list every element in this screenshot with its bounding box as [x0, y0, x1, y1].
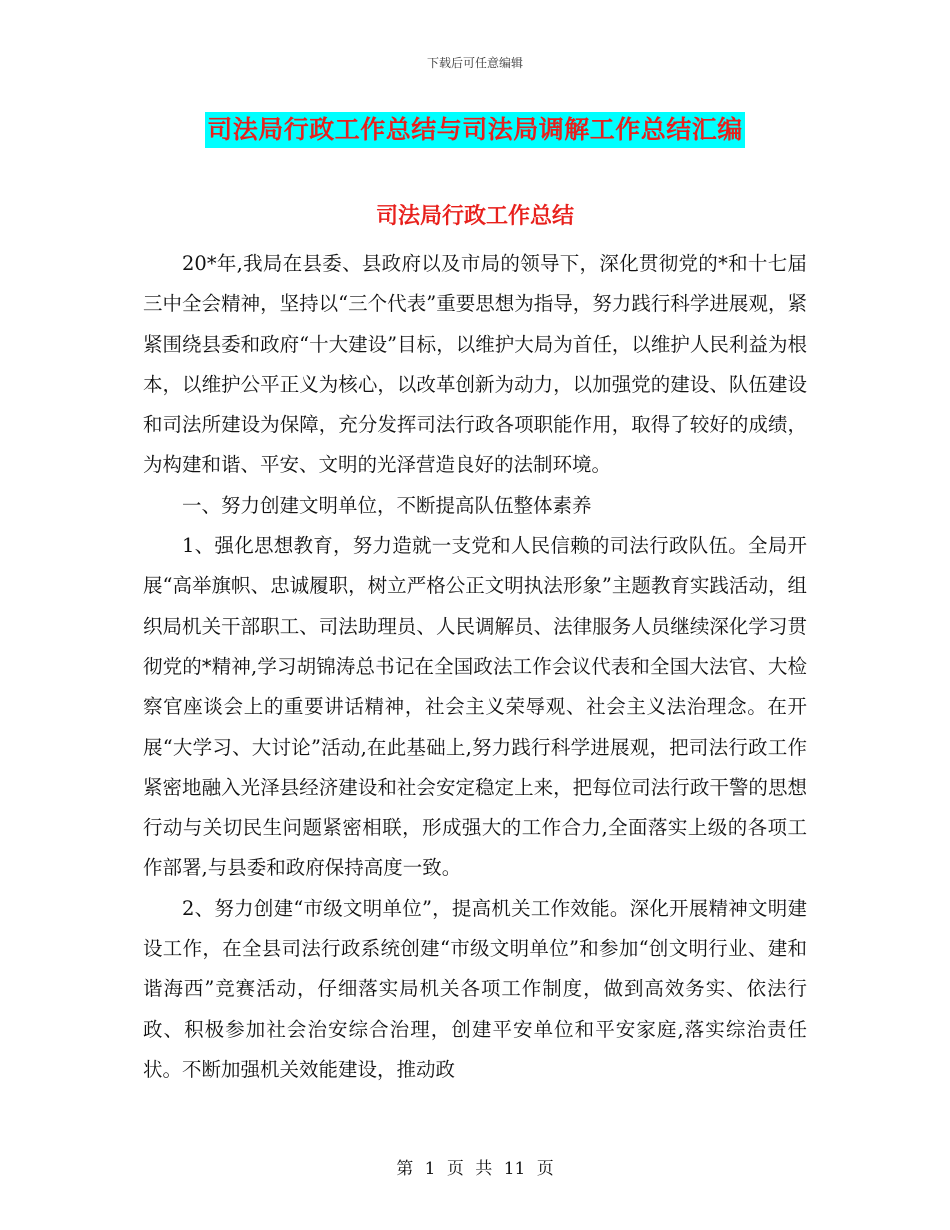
paragraph-item-1: 1、强化思想教育，努力造就一支党和人民信赖的司法行政队伍。全局开展“高举旗帜、忠诚履职，树立严格公正文明执法形象”主题教育实践活动，组织局机关干部职工、司法助理员、人民调解员、法律服务人员继续深化学习贯彻党的*精神,学习胡锦涛总书记在全国政法工作会议代表和全国大法官、大检察官座谈会上的重要讲话精神，社会主义荣辱观、社会主义法治理念。在开展“大学习、大讨论”活动,在此基础上,努力践行科学进展观，把司法行政工作紧密地融入光泽县经济建设和社会安定稳定上来，把每位司法行政干警的思想行动与关切民生问题紧密相联，形成强大的工作合力,全面落实上级的各项工作部署,与县委和政府保持高度一致。: [143, 534, 807, 880]
paragraph-intro: 20*年,我局在县委、县政府以及市局的领导下，深化贯彻党的*和十七届三中全会精神，坚持以“三个代表”重要思想为指导，努力践行科学进展观，紧紧围绕县委和政府“十大建设”目标，以维护大局为首任，以维护人民利益为根本，以维护公平正义为核心，以改革创新为动力，以加强党的建设、队伍建设和司法所建设为保障，充分发挥司法行政各项职能作用，取得了较好的成绩，为构建和谐、平安、文明的光泽营造良好的法制环境。: [143, 252, 807, 477]
document-title-container: [0, 112, 950, 148]
document-body: [143, 244, 807, 1090]
page-footer: 第 1 页 共 11 页: [396, 1159, 554, 1179]
document-title: 司法局行政工作总结与司法局调解工作总结汇编: [205, 112, 745, 148]
paragraph-item-2: 2、努力创建“市级文明单位”，提高机关工作效能。深化开展精神文明建设工作，在全县司法行政系统创建“市级文明单位”和参加“创文明行业、建和谐海西”竞赛活动，仔细落实局机关各项工作制度，做到高效务实、依法行政、积极参加社会治安综合治理，创建平安单位和平安家庭,落实综治责任状。不断加强机关效能建设，推动政: [143, 896, 807, 1081]
paragraph-heading-1: 一、努力创建文明单位，不断提高队伍整体素养: [182, 493, 592, 517]
header-note: 下载后可任意编辑: [426, 56, 523, 70]
section-title: 司法局行政工作总结: [375, 204, 574, 229]
